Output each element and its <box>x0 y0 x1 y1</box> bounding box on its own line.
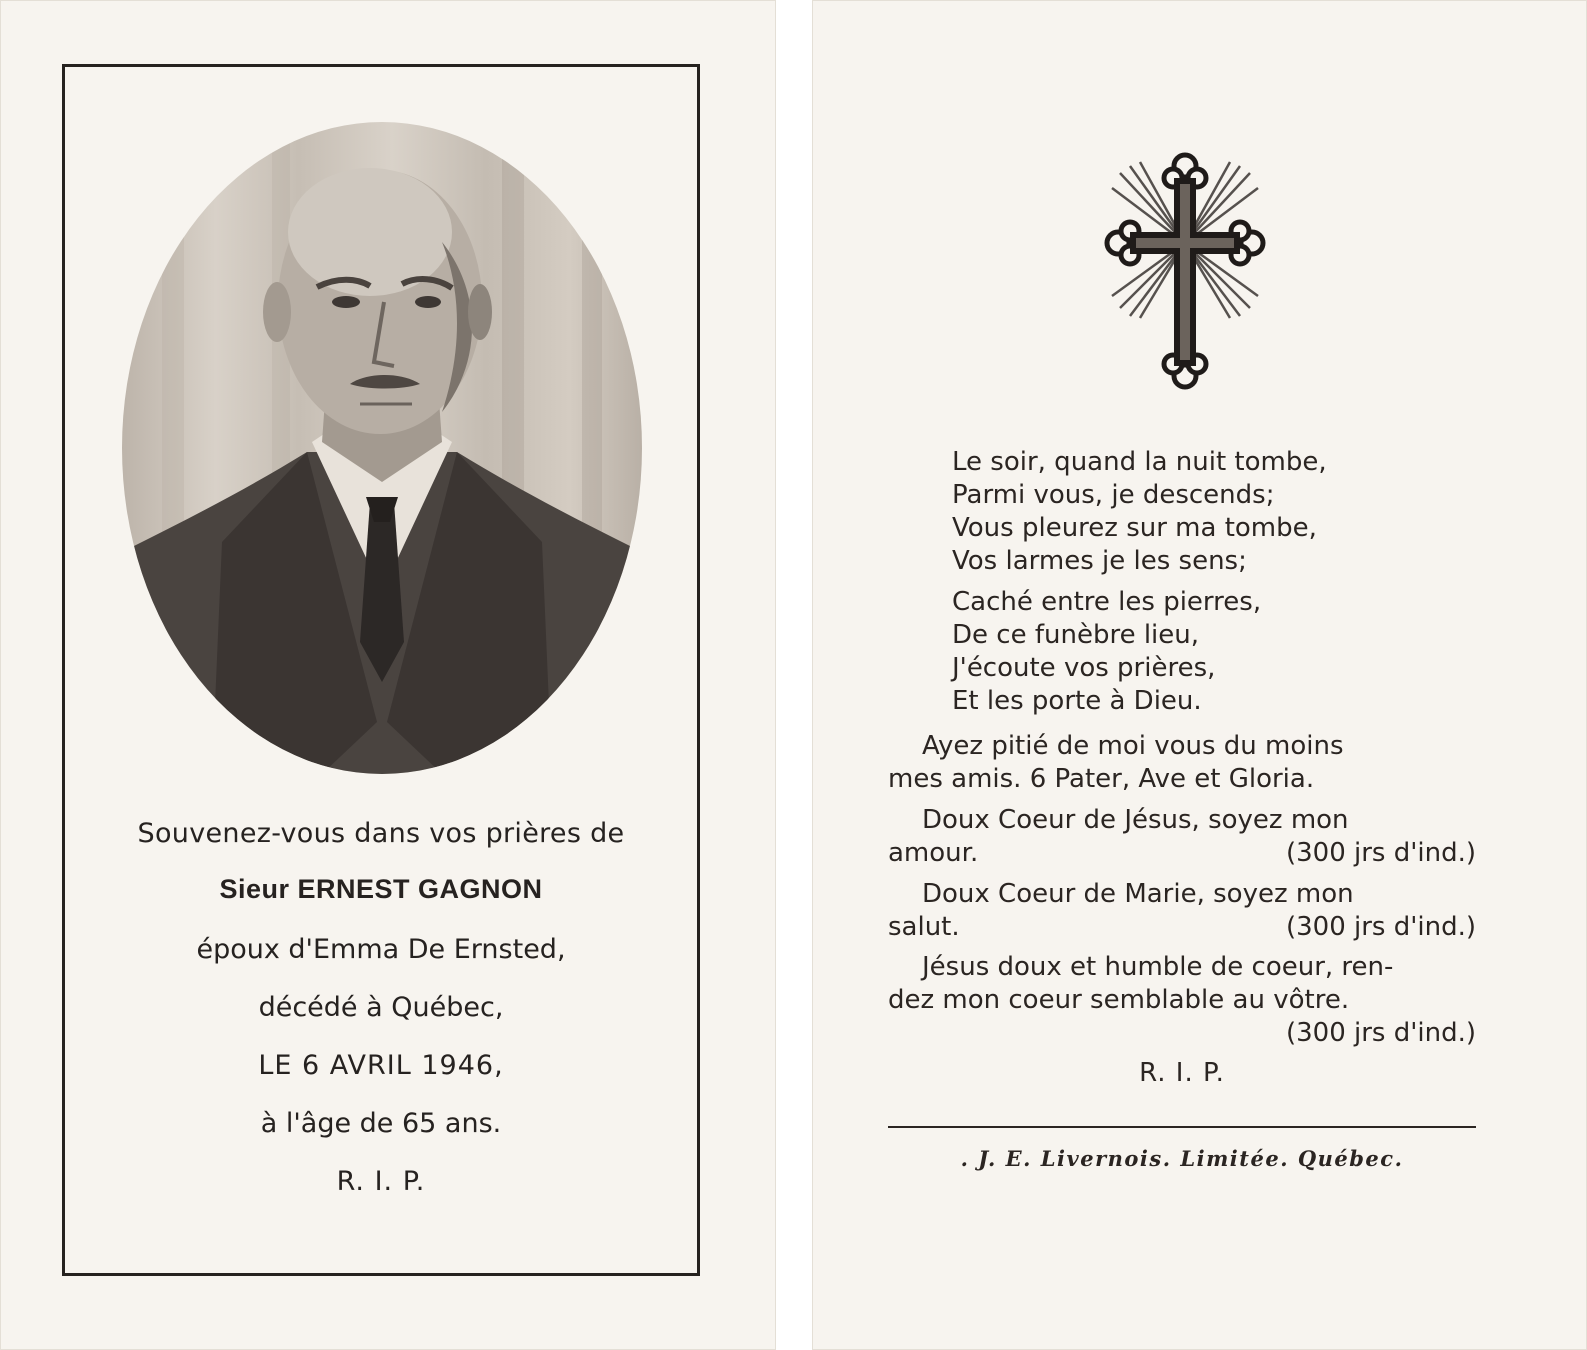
divider <box>888 1126 1476 1128</box>
jesus-prayer-line-2: amour. <box>888 838 979 868</box>
poem-line: Parmi vous, je descends; <box>952 480 1275 510</box>
poem-line: Et les porte à Dieu. <box>952 686 1202 716</box>
death-place: décédé à Québec, <box>258 992 504 1023</box>
deceased-name: Sieur ERNEST GAGNON <box>219 874 543 904</box>
humble-prayer-line-2: dez mon coeur semblable au vôtre. <box>888 985 1350 1015</box>
memorial-poem <box>952 446 1452 718</box>
remembrance-intro: Souvenez-vous dans vos prières de <box>137 818 625 849</box>
plea-line-1: Ayez pitié de moi vous du moins <box>922 731 1344 761</box>
poem-line: Vous pleurez sur ma tombe, <box>952 513 1317 543</box>
plea-paragraph <box>888 730 1476 796</box>
marie-prayer-line-2: salut. <box>888 912 960 942</box>
age-at-death: à l'âge de 65 ans. <box>260 1108 502 1139</box>
humble-prayer-line-1: Jésus doux et humble de coeur, ren- <box>922 952 1394 982</box>
indulgence-note: (300 jrs d'ind.) <box>1285 1018 1476 1048</box>
front-rip: R. I. P. <box>336 1166 426 1197</box>
poem-line: J'écoute vos prières, <box>952 653 1216 683</box>
jesus-prayer <box>888 804 1476 870</box>
indulgence-note: (300 jrs d'ind.) <box>1285 838 1476 868</box>
poem-line: Le soir, quand la nuit tombe, <box>952 447 1327 477</box>
poem-line: Vos larmes je les sens; <box>952 546 1247 576</box>
plea-line-2: mes amis. 6 Pater, Ave et Gloria. <box>888 764 1315 794</box>
printer-credit: . J. E. Livernois. Limitée. Québec. <box>960 1146 1404 1171</box>
marie-prayer <box>888 878 1476 944</box>
indulgence-note: (300 jrs d'ind.) <box>1285 912 1476 942</box>
death-date: LE 6 AVRIL 1946, <box>258 1050 504 1081</box>
spouse-line: époux d'Emma De Ernsted, <box>196 934 566 965</box>
jesus-prayer-line-1: Doux Coeur de Jésus, soyez mon <box>922 805 1349 835</box>
back-rip: R. I. P. <box>1139 1058 1225 1088</box>
humble-prayer <box>888 951 1476 1050</box>
poem-line: Caché entre les pierres, <box>952 587 1262 617</box>
cross-icon <box>1100 148 1270 394</box>
poem-line: De ce funèbre lieu, <box>952 620 1200 650</box>
portrait-photo <box>122 122 642 774</box>
marie-prayer-line-1: Doux Coeur de Marie, soyez mon <box>922 879 1354 909</box>
